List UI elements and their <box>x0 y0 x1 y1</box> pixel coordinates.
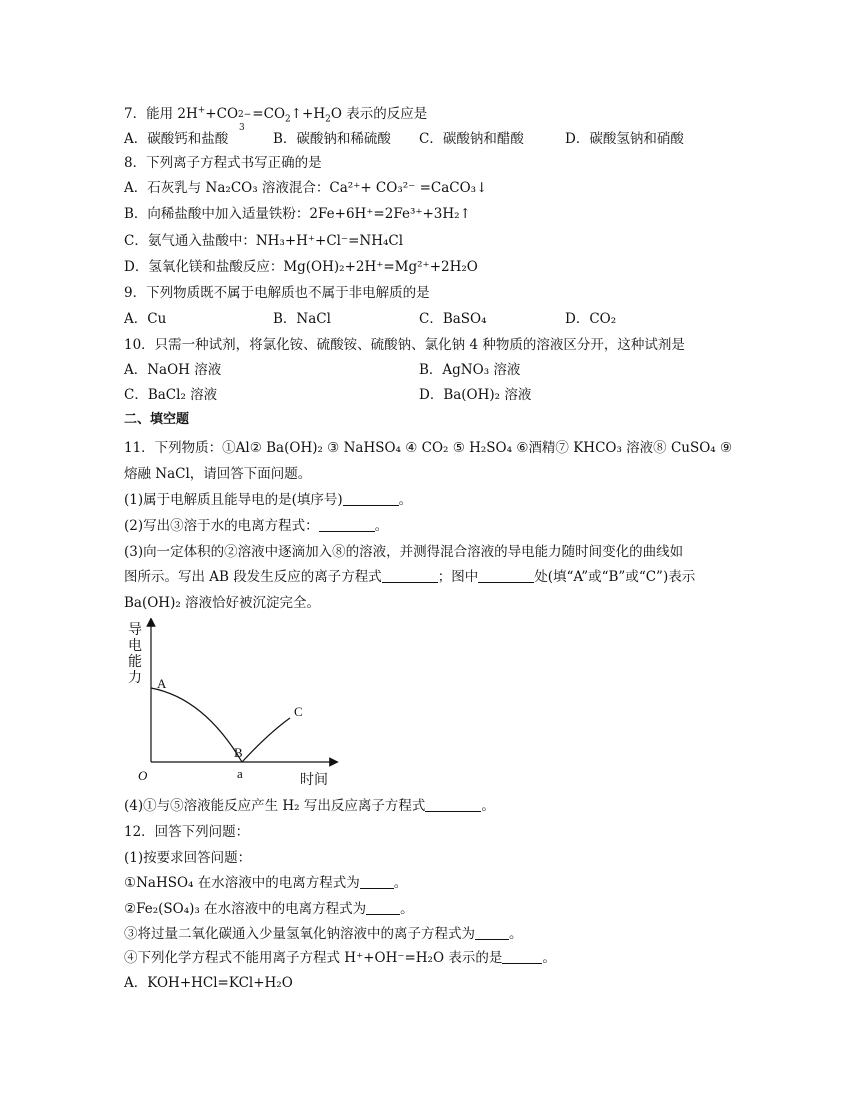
answer-blank[interactable] <box>366 900 400 915</box>
q11-line-1: 11．下列物质：①Al② Ba(OH)₂ ③ NaHSO₄ ④ CO₂ ⑤ H₂SO₄ ⑥酒精⑦ KHCO₃ 溶液⑧ CuSO₄ ⑨ <box>124 440 733 456</box>
q8-option-c: C．氨气通入盐酸中：NH₃+H⁺+Cl⁻=NH₄Cl <box>124 233 404 249</box>
period: 。 <box>509 926 523 942</box>
point-label-c: C <box>294 704 303 719</box>
answer-blank[interactable] <box>360 874 394 889</box>
y-axis-label <box>128 622 146 686</box>
conductivity-chart <box>124 618 344 790</box>
q11-line-2: 熔融 NaCl，请回答下面问题。 <box>124 466 312 482</box>
q10-option-a: A．NaOH 溶液 <box>124 362 222 378</box>
q7-stem-part: 7．能用 2H <box>124 106 198 122</box>
y-axis-label-char: 能 <box>128 655 142 670</box>
q9-option-c: C．BaSO₄ <box>419 311 487 327</box>
q10-option-d: D．Ba(OH)₂ 溶液 <box>419 387 532 403</box>
q7-stem-part: O 表示的反应是 <box>330 106 428 122</box>
q10-option-c: C．BaCl₂ 溶液 <box>124 387 218 403</box>
point-label-a: A <box>157 676 167 691</box>
curve-bc <box>242 718 290 762</box>
q11-part-3-text: 处(填“A”或“B”或“C”)表示 <box>534 569 696 585</box>
point-label-b: B <box>234 745 243 760</box>
y-axis-label-char: 力 <box>128 671 142 686</box>
answer-blank[interactable] <box>343 491 399 506</box>
q8-option-a: A．石灰乳与 Na₂CO₃ 溶液混合：Ca²⁺+ CO₃²⁻ =CaCO₃↓ <box>124 180 488 196</box>
q7-option-b: B．碳酸钠和稀硫酸 <box>273 131 391 147</box>
q12-option-a: A．KOH+HCl=KCl+H₂O <box>124 975 293 991</box>
y-axis-label-char: 电 <box>128 639 142 654</box>
q12-stem: 12．回答下列问题： <box>124 824 250 840</box>
answer-blank[interactable] <box>425 797 481 812</box>
period: 。 <box>374 518 389 534</box>
q8-stem: 8．下列离子方程式书写正确的是 <box>124 155 322 171</box>
q11-part-2-text: (2)写出③溶于水的电离方程式： <box>124 518 319 534</box>
q10-stem: 10．只需一种试剂，将氯化铵、硫酸铵、硫酸钠、氯化钠 4 种物质的溶液区分开，这种试剂是 <box>124 337 685 353</box>
answer-blank[interactable] <box>478 568 534 583</box>
q11-part-3-line-3: Ba(OH)₂ 溶液恰好被沉淀完全。 <box>124 595 321 611</box>
answer-blank[interactable] <box>382 568 438 583</box>
q7-stem-part: +CO <box>205 106 239 122</box>
y-axis-label-char: 导 <box>128 623 142 638</box>
period: 。 <box>481 798 495 814</box>
x-axis-label: 时间 <box>300 773 328 788</box>
q12-sub-1-text: ①NaHSO₄ 在水溶液中的电离方程式为 <box>124 875 360 891</box>
q7-option-a: A．碳酸钙和盐酸 <box>124 131 229 147</box>
section-heading: 二、填空题 <box>124 412 190 427</box>
q12-part-1: (1)按要求回答问题： <box>124 850 252 866</box>
q9-option-a: A．Cu <box>124 311 167 327</box>
q12-sub-2-text: ②Fe₂(SO₄)₃ 在水溶液中的电离方程式为 <box>124 901 367 917</box>
q9-stem: 9．下列物质既不属于电解质也不属于非电解质的是 <box>124 285 430 301</box>
q11-part-3-text: ；图中 <box>437 569 479 585</box>
q12-sub-4-text: ④下列化学方程式不能用离子方程式 H⁺+OH⁻=H₂O 表示的是 <box>124 950 503 966</box>
q12-sub-4 <box>124 948 556 968</box>
q7-stem-part: ↑+H <box>290 106 326 122</box>
period: 。 <box>400 901 414 917</box>
q7-option-c: C．碳酸钠和醋酸 <box>419 131 524 147</box>
q9-option-d: D．CO₂ <box>565 311 617 327</box>
q7-stem-part: =CO <box>248 106 286 122</box>
q11-part-3-text: 图所示。写出 AB 段发生反应的离子方程式 <box>124 569 382 585</box>
origin-label: O <box>138 768 148 783</box>
q10-option-b: B．AgNO₃ 溶液 <box>419 362 521 378</box>
period: 。 <box>542 950 556 966</box>
period: 。 <box>393 875 408 891</box>
answer-blank[interactable] <box>319 517 375 532</box>
answer-blank[interactable] <box>475 925 509 940</box>
q7-stem: 7．能用 2H++CO 2− 3 $=CO_2↑+H_2O$ 表示的反应是 <box>124 105 428 133</box>
q9-option-b: B．NaCl <box>273 311 331 327</box>
q8-option-b: B．向稀盐酸中加入适量铁粉：2Fe+6H⁺=2Fe³⁺+3H₂↑ <box>124 206 471 222</box>
period: 。 <box>398 492 413 508</box>
q7-option-d: D．碳酸氢钠和硝酸 <box>565 131 684 147</box>
q11-part-4 <box>124 796 495 816</box>
q12-sub-1 <box>124 873 407 893</box>
x-tick-label: a <box>237 766 243 781</box>
q11-part-1-text: (1)属于电解质且能导电的是(填序号) <box>124 492 343 508</box>
q11-part-3-line-2 <box>124 567 695 587</box>
q11-part-4-text: (4)①与⑤溶液能反应产生 H₂ 写出反应离子方程式 <box>124 798 426 814</box>
q11-part-3-line-1: (3)向一定体积的②溶液中逐滴加入⑧的溶液，并测得混合溶液的导电能力随时间变化的曲线如 <box>124 544 684 560</box>
q12-sub-2 <box>124 899 414 919</box>
curve-ab <box>151 688 242 762</box>
answer-blank[interactable] <box>502 949 542 964</box>
q11-part-1 <box>124 490 412 510</box>
q12-sub-3 <box>124 924 523 944</box>
q12-sub-3-text: ③将过量二氧化碳通入少量氢氧化钠溶液中的离子方程式为 <box>124 926 475 942</box>
q8-option-d: D．氢氧化镁和盐酸反应：Mg(OH)₂+2H⁺=Mg²⁺+2H₂O <box>124 259 478 275</box>
q11-part-2 <box>124 516 388 536</box>
